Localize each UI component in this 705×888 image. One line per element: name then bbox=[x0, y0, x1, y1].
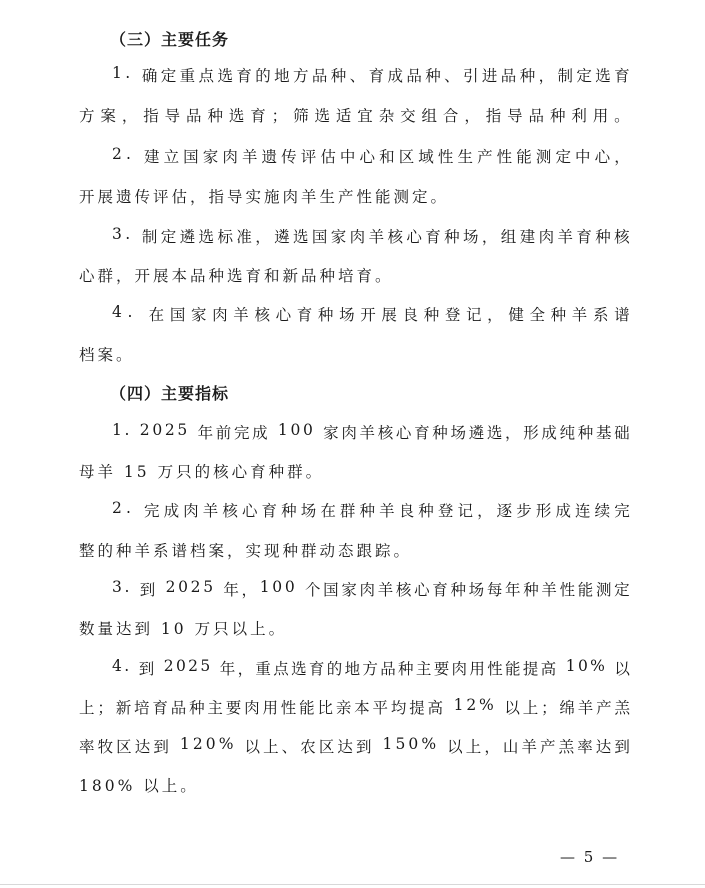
indicator-1-line-2: 母羊 15 万只的核心育种群。 bbox=[79, 463, 325, 481]
task-3-line-1: 3 . 制 定 遴 选 标 准 ， 遴 选 国 家 肉 羊 核 心 育 种 场 ， 组 建 肉 羊 育 种 核 bbox=[112, 225, 630, 246]
indicator-4-line-1: 4 . 到 2 0 2 5 年 ， 重 点 选 育 的 地 方 品 种 主 要 肉 用 性 能 提 高 1 0 % 以 bbox=[112, 657, 630, 678]
page-bottom-edge bbox=[0, 884, 705, 885]
section-heading-main-tasks: （三）主要任务 bbox=[110, 30, 230, 49]
task-4-line-2: 档案。 bbox=[79, 346, 135, 364]
task-1-line-2: 方 案 ， 指 导 品 种 选 育 ； 筛 选 适 宜 杂 交 组 合 ， 指 导 品 种 利 用 。 bbox=[79, 107, 630, 125]
task-1-line-1: 1 . 确 定 重 点 选 育 的 地 方 品 种 、 育 成 品 种 、 引 进 品 种 ， 制 定 选 育 bbox=[112, 64, 630, 85]
task-2-line-1: 2 . 建 立 国 家 肉 羊 遗 传 评 估 中 心 和 区 域 性 生 产 性 能 测 定 中 心 ， bbox=[112, 145, 630, 166]
task-2-line-2: 开展遗传评估，指导实施肉羊生产性能测定。 bbox=[79, 188, 450, 206]
task-3-line-2: 心群，开展本品种选育和新品种培育。 bbox=[79, 267, 394, 285]
section-heading-main-indicators: （四）主要指标 bbox=[110, 384, 230, 403]
indicator-3-line-2: 数量达到 10 万只以上。 bbox=[79, 620, 288, 638]
indicator-4-line-3: 率 牧 区 达 到 1 2 0 % 以 上 、 农 区 达 到 1 5 0 % 以 上 ， 山 羊 产 羔 率 达 到 bbox=[79, 735, 630, 756]
indicator-2-line-2: 整的种羊系谱档案，实现种群动态跟踪。 bbox=[79, 542, 413, 560]
indicator-2-line-1: 2 . 完 成 肉 羊 核 心 育 种 场 在 群 种 羊 良 种 登 记 ， 逐 步 形 成 连 续 完 bbox=[112, 499, 630, 520]
indicator-4-line-4: 180% 以上。 bbox=[79, 777, 199, 795]
indicator-4-line-2: 上 ； 新 培 育 品 种 主 要 肉 用 性 能 比 亲 本 平 均 提 高 1 2 % 以 上 ； 绵 羊 产 羔 bbox=[79, 696, 630, 717]
page-number: — 5 — bbox=[560, 848, 620, 866]
task-4-line-1: 4 . 在 国 家 肉 羊 核 心 育 种 场 开 展 良 种 登 记 ， 健 全 种 羊 系 谱 bbox=[112, 303, 630, 324]
indicator-3-line-1: 3 . 到 2 0 2 5 年 ， 1 0 0 个 国 家 肉 羊 核 心 育 种 场 每 年 种 羊 性 能 测 定 bbox=[112, 578, 630, 599]
indicator-1-line-1: 1 . 2 0 2 5 年 前 完 成 1 0 0 家 肉 羊 核 心 育 种 场 遴 选 ， 形 成 纯 种 基 础 bbox=[112, 421, 630, 442]
